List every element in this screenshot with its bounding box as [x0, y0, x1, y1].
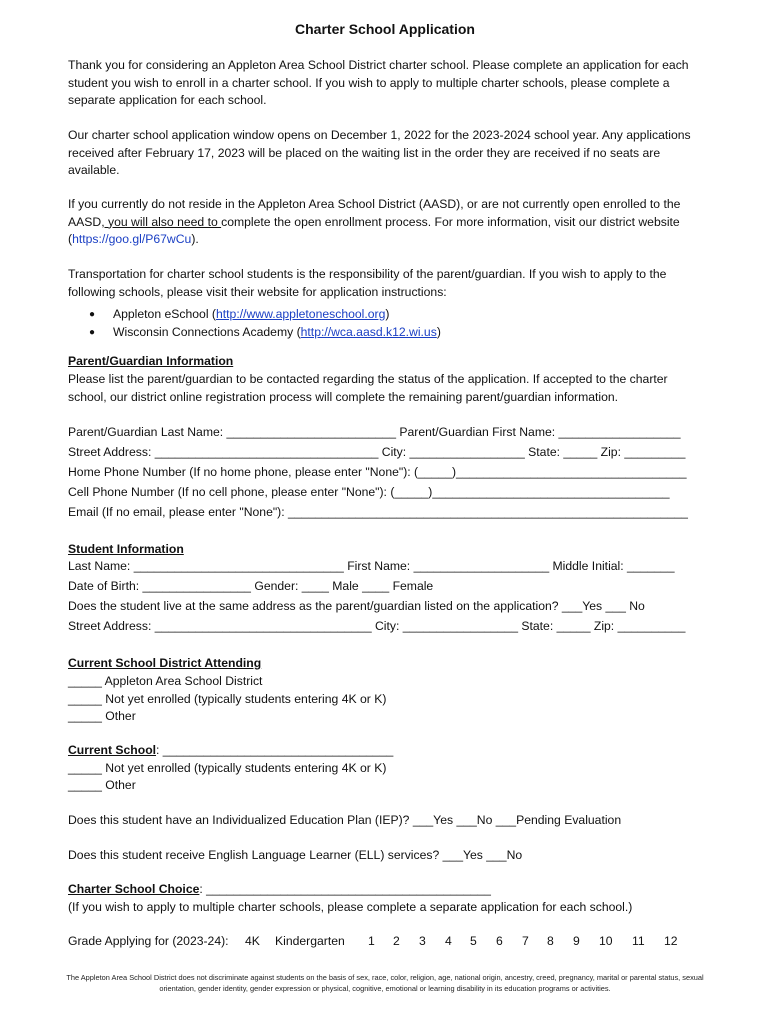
current-school-option-other[interactable]: _____ Other [68, 778, 136, 792]
intro-paragraph-2: Our charter school application window opens on December 1, 2022 for the 2023-2024 school year. Any applications received after February 17, 2023 will be placed on the waiting list in the order they are received if no seats are available. [68, 128, 691, 178]
current-school-option-not-enrolled[interactable]: _____ Not yet enrolled (typically students entering 4K or K) [68, 761, 387, 775]
district-option-other[interactable]: _____ Other [68, 709, 136, 723]
district-heading: Current School District Attending [68, 656, 262, 670]
grade-option-4[interactable]: 4 [445, 934, 452, 948]
ell-question[interactable]: Does this student receive English Language Learner (ELL) services? ___Yes ___No [68, 848, 523, 862]
current-school-field[interactable] [68, 742, 393, 760]
student-dob-gender-field[interactable]: Date of Birth: ________________ Gender: ____ Male ____ Female [68, 579, 434, 593]
open-enrollment-text-2: complete the open enrollment process. For more information, visit our district website ( [68, 214, 680, 247]
iep-question[interactable]: Does this student have an Individualized Education Plan (IEP)? ___Yes ___No ___Pending Evaluation [68, 813, 622, 827]
school-item-connections [113, 324, 441, 342]
school-close: ) [385, 307, 390, 321]
current-school-blank[interactable]: : __________________________________ [156, 743, 394, 757]
intro-paragraph-4: Transportation for charter school students is the responsibility of the parent/guardian. If you wish to apply to the following schools, please visit their website for application instructions: [68, 267, 667, 299]
grade-option-kindergarten[interactable]: Kindergarten [275, 934, 345, 948]
intro-paragraph-3 [68, 196, 708, 249]
grade-option-8[interactable]: 8 [547, 934, 554, 948]
grade-option-2[interactable]: 2 [393, 934, 400, 948]
district-option-not-enrolled[interactable]: _____ Not yet enrolled (typically students entering 4K or K) [68, 692, 387, 706]
school-item-eschool [113, 306, 389, 324]
grade-option-5[interactable]: 5 [470, 934, 477, 948]
charter-choice-field[interactable] [68, 881, 491, 899]
current-school-heading: Current School [68, 743, 157, 757]
student-heading: Student Information [68, 542, 184, 556]
grade-option-10[interactable]: 10 [599, 934, 613, 948]
grade-option-12[interactable]: 12 [664, 934, 678, 948]
school-close: ) [436, 325, 441, 339]
bullet-icon: ● [89, 327, 96, 338]
grade-option-1[interactable]: 1 [368, 934, 375, 948]
grade-option-7[interactable]: 7 [522, 934, 529, 948]
parent-description: Please list the parent/guardian to be contacted regarding the status of the application. If accepted to the charter school, our district online registration process will complete the remaining parent/guardian information. [68, 372, 668, 404]
school-name: Wisconsin Connections Academy ( [113, 325, 301, 339]
grade-option-3[interactable]: 3 [419, 934, 426, 948]
email-field[interactable]: Email (If no email, please enter "None"): ___________________________________________________________ [68, 505, 688, 519]
student-address-field[interactable]: Street Address: ________________________________ City: _________________ State: _____ Zip: __________ [68, 619, 686, 633]
parent-heading: Parent/Guardian Information [68, 354, 234, 368]
district-option-appleton[interactable]: _____ Appleton Area School District [68, 674, 263, 688]
home-phone-field[interactable]: Home Phone Number (If no home phone, please enter "None"): (_____)__________________________________ [68, 465, 687, 479]
grade-label: Grade Applying for (2023-24): [68, 934, 229, 948]
connections-academy-link[interactable]: http://wca.aasd.k12.wi.us [300, 325, 437, 339]
grade-option-9[interactable]: 9 [573, 934, 580, 948]
eschool-link[interactable]: http://www.appletoneschool.org [216, 307, 386, 321]
grade-option-6[interactable]: 6 [496, 934, 503, 948]
open-enrollment-text: If you currently do not reside in the Appleton Area School District (AASD), or are not currently open enrolled to the AASD [68, 197, 681, 229]
school-name: Appleton eSchool ( [113, 307, 216, 321]
charter-choice-note: (If you wish to apply to multiple charter schools, please complete a separate application for each school.) [68, 900, 633, 914]
open-enrollment-note: , you will also need to [101, 214, 222, 229]
page-title: Charter School Application [295, 21, 475, 37]
grade-option-11[interactable]: 11 [632, 934, 645, 948]
grade-option-4k[interactable]: 4K [245, 934, 260, 948]
cell-phone-field[interactable]: Cell Phone Number (If no cell phone, please enter "None"): (_____)___________________________________ [68, 485, 670, 499]
intro-paragraph-1: Thank you for considering an Appleton Area School District charter school. Please complete an application for each student you wish to enroll in a charter school. If you wish to apply to multiple charter schools, please complete a separate application for each school. [68, 58, 689, 108]
open-enrollment-close: ). [191, 232, 199, 247]
parent-address-field[interactable]: Street Address: _________________________________ City: _________________ State: _____ Zip: _________ [68, 445, 686, 459]
bullet-icon: ● [89, 309, 96, 320]
nondiscrimination-footer: The Appleton Area School District does not discriminate against students on the basis of sex, race, color, religion, age, national origin, ancestry, creed, pregnancy, marital or parental status, sexual orientation, gender identity, gender expression or physical, cognitive, emotional or learning disability in its education programs or activities. [66, 973, 704, 993]
charter-choice-heading: Charter School Choice [68, 882, 200, 896]
student-name-field[interactable]: Last Name: _______________________________ First Name: ____________________ Middle Initial: _______ [68, 559, 675, 573]
district-website-link[interactable]: https://goo.gl/P67wCu [72, 232, 192, 247]
parent-name-field[interactable]: Parent/Guardian Last Name: _________________________ Parent/Guardian First Name: __________________ [68, 425, 681, 439]
same-address-question[interactable]: Does the student live at the same address as the parent/guardian listed on the application? ___Yes ___ No [68, 599, 645, 613]
charter-choice-blank[interactable]: : __________________________________________ [199, 882, 491, 896]
